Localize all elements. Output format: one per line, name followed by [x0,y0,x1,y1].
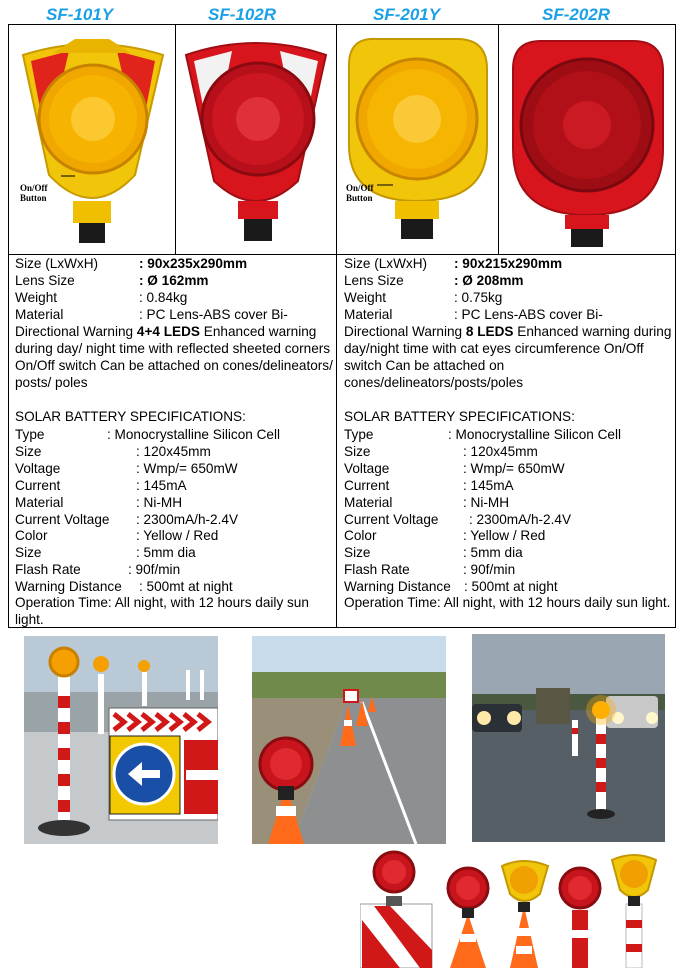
spec-label: Lens Size [344,273,404,288]
onoff-label: On/Off Button [20,183,48,203]
right-operation-time: Operation Time: All night, with 12 hours daily sun light. [344,595,671,610]
spec-value: : 90x235x290mm [139,256,248,271]
led-count: 8 LEDS [465,324,514,339]
description-text: Enhanced warning during day/night time with cat eyes circumference On/Off switch Can be attached on cones/delineators/posts/poles [344,324,672,390]
solar-spec-label: Size [15,443,42,459]
spec-value: : 0.75kg [454,290,503,305]
solar-spec-row [344,427,662,444]
description-text: Directional Warning [344,324,466,339]
spec-value: : Ø 162mm [139,273,209,288]
solar-spec-label: Type [344,427,374,442]
spec-value: : PC Lens-ABS cover Bi- [454,307,603,322]
spec-label: Weight [344,290,387,305]
solar-spec-row [344,562,662,579]
solar-spec-row [15,427,333,444]
solar-spec-row [15,579,333,596]
left-operation-time: Operation Time: All night, with 12 hours daily sun light. [15,595,309,627]
spec-label: Material [344,307,393,322]
solar-spec-label: Type [15,427,45,442]
table-divider [8,254,676,255]
solar-spec-row [344,528,662,545]
solar-spec-row [344,495,662,512]
spec-label: Material [15,307,64,322]
solar-spec-label: Flash Rate [15,562,81,578]
solar-spec-value: : Wmp/= 650mW [136,460,238,476]
solar-spec-row [15,461,333,478]
solar-spec-label: Current Voltage [15,511,110,527]
right-solar-title: SOLAR BATTERY SPECIFICATIONS: [344,409,575,424]
solar-spec-label: Voltage [344,460,390,476]
solar-spec-row [344,444,662,461]
solar-spec-row [15,444,333,461]
left-spec-block [15,256,333,322]
left-solar-title: SOLAR BATTERY SPECIFICATIONS: [15,409,246,424]
product-image-sf201y [337,25,498,254]
solar-spec-value: : 2300mA/h-2.4V [469,511,572,527]
solar-spec-row [15,545,333,562]
onoff-label: On/Off Button [346,183,374,203]
solar-spec-label: Warning Distance [344,579,451,595]
solar-spec-value: : 90f/min [463,562,516,578]
model-title-sf201y: SF-201Y [373,5,441,24]
solar-spec-value: : Ni-MH [463,494,510,510]
spec-label: Lens Size [15,273,75,288]
solar-spec-value: : 90f/min [128,562,181,578]
photo-night-road [472,634,665,842]
solar-spec-value: : Wmp/= 650mW [463,460,565,476]
solar-spec-value: : Monocrystalline Silicon Cell [107,427,281,442]
spec-label: Size (LxWxH) [344,256,428,271]
solar-spec-value: : Monocrystalline Silicon Cell [448,427,622,442]
photo-cone-installation [252,636,446,844]
solar-spec-label: Current [15,477,61,493]
solar-spec-label: Size [344,443,371,459]
solar-spec-label: Color [344,528,377,544]
product-image-sf202r [499,25,675,254]
solar-spec-value: : 5mm dia [463,545,523,561]
spec-value: : 90x215x290mm [454,256,563,271]
solar-spec-value: : Ni-MH [136,494,183,510]
solar-spec-value: : 5mm dia [136,545,196,561]
model-title-sf102r: SF-102R [208,5,277,24]
solar-spec-value: : 2300mA/h-2.4V [136,511,239,527]
right-description [344,324,672,392]
solar-spec-value: : 145mA [136,477,187,493]
solar-spec-row [15,478,333,495]
product-image-sf101y [9,25,175,254]
solar-spec-value: : 500mt at night [464,579,558,595]
spec-label: Weight [15,290,58,305]
solar-spec-row [344,478,662,495]
product-image-sf102r [176,25,336,254]
description-text: Directional Warning [15,324,137,339]
solar-spec-row [344,545,662,562]
solar-spec-value: : 145mA [463,477,514,493]
solar-spec-row [15,512,333,529]
description-text: Enhanced warning during day/ night time with reflected sheeted corners On/Off switch Can be attached on cones/delineators/ posts/ poles [15,324,333,390]
solar-spec-label: Material [15,494,64,510]
solar-spec-value: : 120x45mm [463,443,538,459]
left-description [15,324,333,392]
solar-spec-row [15,528,333,545]
solar-spec-row [344,512,662,529]
solar-spec-row [15,495,333,512]
solar-spec-value: : Yellow / Red [463,528,546,544]
right-spec-block [344,256,674,322]
solar-spec-label: Size [15,545,42,561]
photo-barrier-installation [24,636,218,844]
solar-spec-label: Warning Distance [15,579,122,595]
model-title-sf101y: SF-101Y [46,5,114,24]
solar-spec-value: : Yellow / Red [136,528,219,544]
spec-label: Size (LxWxH) [15,256,99,271]
solar-spec-label: Flash Rate [344,562,410,578]
photo-product-lineup [360,850,660,968]
solar-spec-label: Color [15,528,48,544]
solar-spec-label: Voltage [15,460,61,476]
solar-spec-label: Current Voltage [344,511,439,527]
solar-spec-label: Current [344,477,390,493]
led-count: 4+4 LEDS [136,324,200,339]
solar-spec-value: : 120x45mm [136,443,211,459]
spec-value: : PC Lens-ABS cover Bi- [139,307,288,322]
model-title-sf202r: SF-202R [542,5,611,24]
solar-spec-row [344,579,662,596]
spec-value: : 0.84kg [139,290,188,305]
spec-value: : Ø 208mm [454,273,524,288]
solar-spec-row [344,461,662,478]
solar-spec-value: : 500mt at night [139,579,233,595]
solar-spec-label: Material [344,494,393,510]
solar-spec-label: Size [344,545,371,561]
solar-spec-row [15,562,333,579]
